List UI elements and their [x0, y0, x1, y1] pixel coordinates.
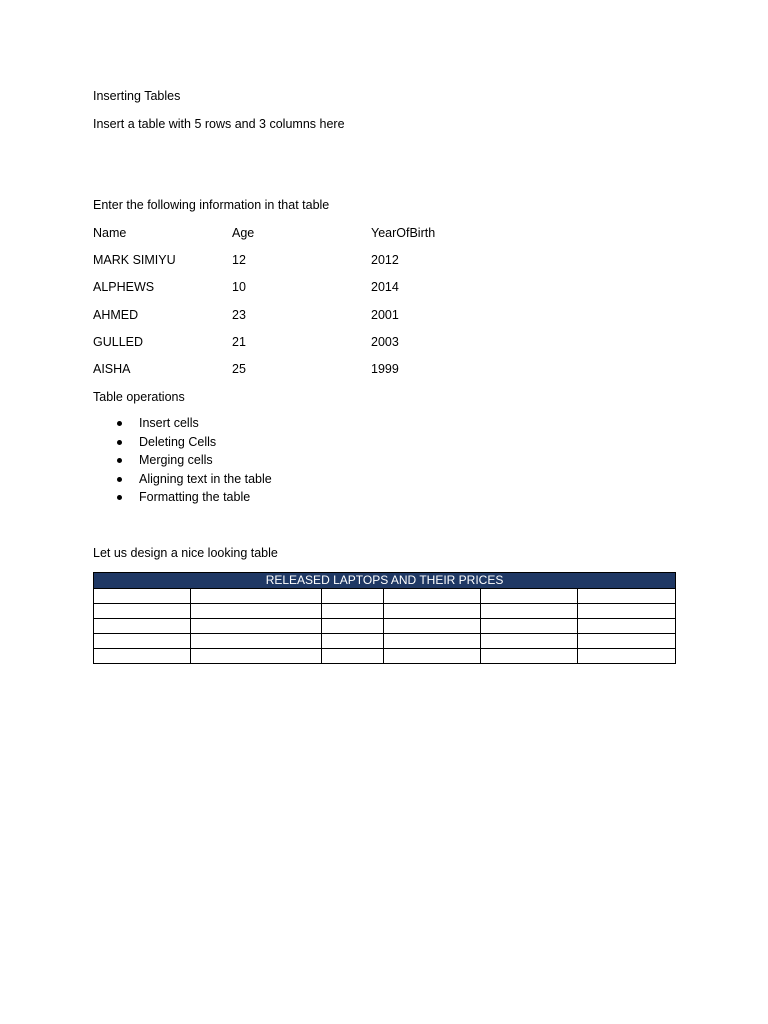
- bullet-icon: [117, 458, 122, 463]
- table-cell[interactable]: [578, 604, 676, 619]
- section-heading: Inserting Tables: [93, 89, 181, 103]
- person-year: 2012: [371, 253, 399, 267]
- table-cell[interactable]: [94, 649, 191, 664]
- operations-title: Table operations: [93, 390, 185, 404]
- table-cell[interactable]: [384, 589, 481, 604]
- table-cell[interactable]: [94, 619, 191, 634]
- table-title: RELEASED LAPTOPS AND THEIR PRICES: [94, 573, 676, 589]
- table-cell[interactable]: [481, 649, 578, 664]
- table-cell[interactable]: [481, 619, 578, 634]
- list-item-label: Formatting the table: [139, 490, 251, 504]
- design-text: Let us design a nice looking table: [93, 546, 278, 560]
- table-cell[interactable]: [384, 604, 481, 619]
- table-cell[interactable]: [578, 649, 676, 664]
- table-cell[interactable]: [94, 589, 191, 604]
- list-item: [93, 471, 272, 490]
- table-cell[interactable]: [384, 619, 481, 634]
- list-item-label: Aligning text in the table: [139, 471, 272, 486]
- person-age: 23: [232, 308, 246, 322]
- table-cell[interactable]: [191, 634, 322, 649]
- person-name: GULLED: [93, 335, 144, 349]
- person-year: 2014: [371, 280, 399, 294]
- table-cell[interactable]: [322, 634, 384, 649]
- person-name: AISHA: [93, 362, 131, 376]
- laptops-table: [93, 572, 676, 664]
- instruction-text: Insert a table with 5 rows and 3 columns here: [93, 117, 345, 131]
- person-age: 25: [232, 362, 246, 376]
- list-item: [93, 452, 272, 471]
- table-cell[interactable]: [578, 634, 676, 649]
- table-row: [94, 634, 676, 649]
- table-cell[interactable]: [578, 589, 676, 604]
- list-item: [93, 415, 272, 434]
- table-row: [94, 649, 676, 664]
- person-age: 21: [232, 335, 246, 349]
- table-cell[interactable]: [94, 604, 191, 619]
- list-item: [93, 489, 272, 508]
- person-year: 2003: [371, 335, 399, 349]
- table-title-row: [94, 573, 676, 589]
- table-cell[interactable]: [384, 649, 481, 664]
- person-year: 1999: [371, 362, 399, 376]
- header-age: Age: [232, 226, 255, 240]
- table-row: [94, 589, 676, 604]
- list-item-label: Insert cells: [139, 416, 199, 430]
- person-year: 2001: [371, 308, 399, 322]
- table-cell[interactable]: [481, 634, 578, 649]
- table-cell[interactable]: [322, 604, 384, 619]
- bullet-icon: [117, 421, 122, 426]
- table-row: [94, 619, 676, 634]
- table-cell[interactable]: [322, 649, 384, 664]
- enter-info-text: Enter the following information in that table: [93, 198, 330, 212]
- table-cell[interactable]: [191, 604, 322, 619]
- table-cell[interactable]: [191, 589, 322, 604]
- list-item-label: Deleting Cells: [139, 434, 217, 449]
- table-cell[interactable]: [322, 589, 384, 604]
- table-cell[interactable]: [384, 634, 481, 649]
- table-row: [94, 604, 676, 619]
- person-age: 12: [232, 253, 246, 267]
- person-age: 10: [232, 280, 246, 294]
- person-name: MARK SIMIYU: [93, 253, 176, 267]
- header-year: YearOfBirth: [371, 226, 436, 240]
- table-cell[interactable]: [481, 604, 578, 619]
- header-name: Name: [93, 226, 127, 240]
- table-cell[interactable]: [191, 649, 322, 664]
- list-item-label: Merging cells: [139, 453, 213, 467]
- table-cell[interactable]: [191, 619, 322, 634]
- bullet-icon: [117, 477, 122, 482]
- bullet-icon: [117, 440, 122, 445]
- list-item: [93, 434, 272, 453]
- table-cell[interactable]: [578, 619, 676, 634]
- operations-list: [93, 415, 272, 508]
- table-cell[interactable]: [322, 619, 384, 634]
- person-name: ALPHEWS: [93, 280, 155, 294]
- person-name: AHMED: [93, 308, 139, 322]
- bullet-icon: [117, 495, 122, 500]
- table-cell[interactable]: [94, 634, 191, 649]
- table-cell[interactable]: [481, 589, 578, 604]
